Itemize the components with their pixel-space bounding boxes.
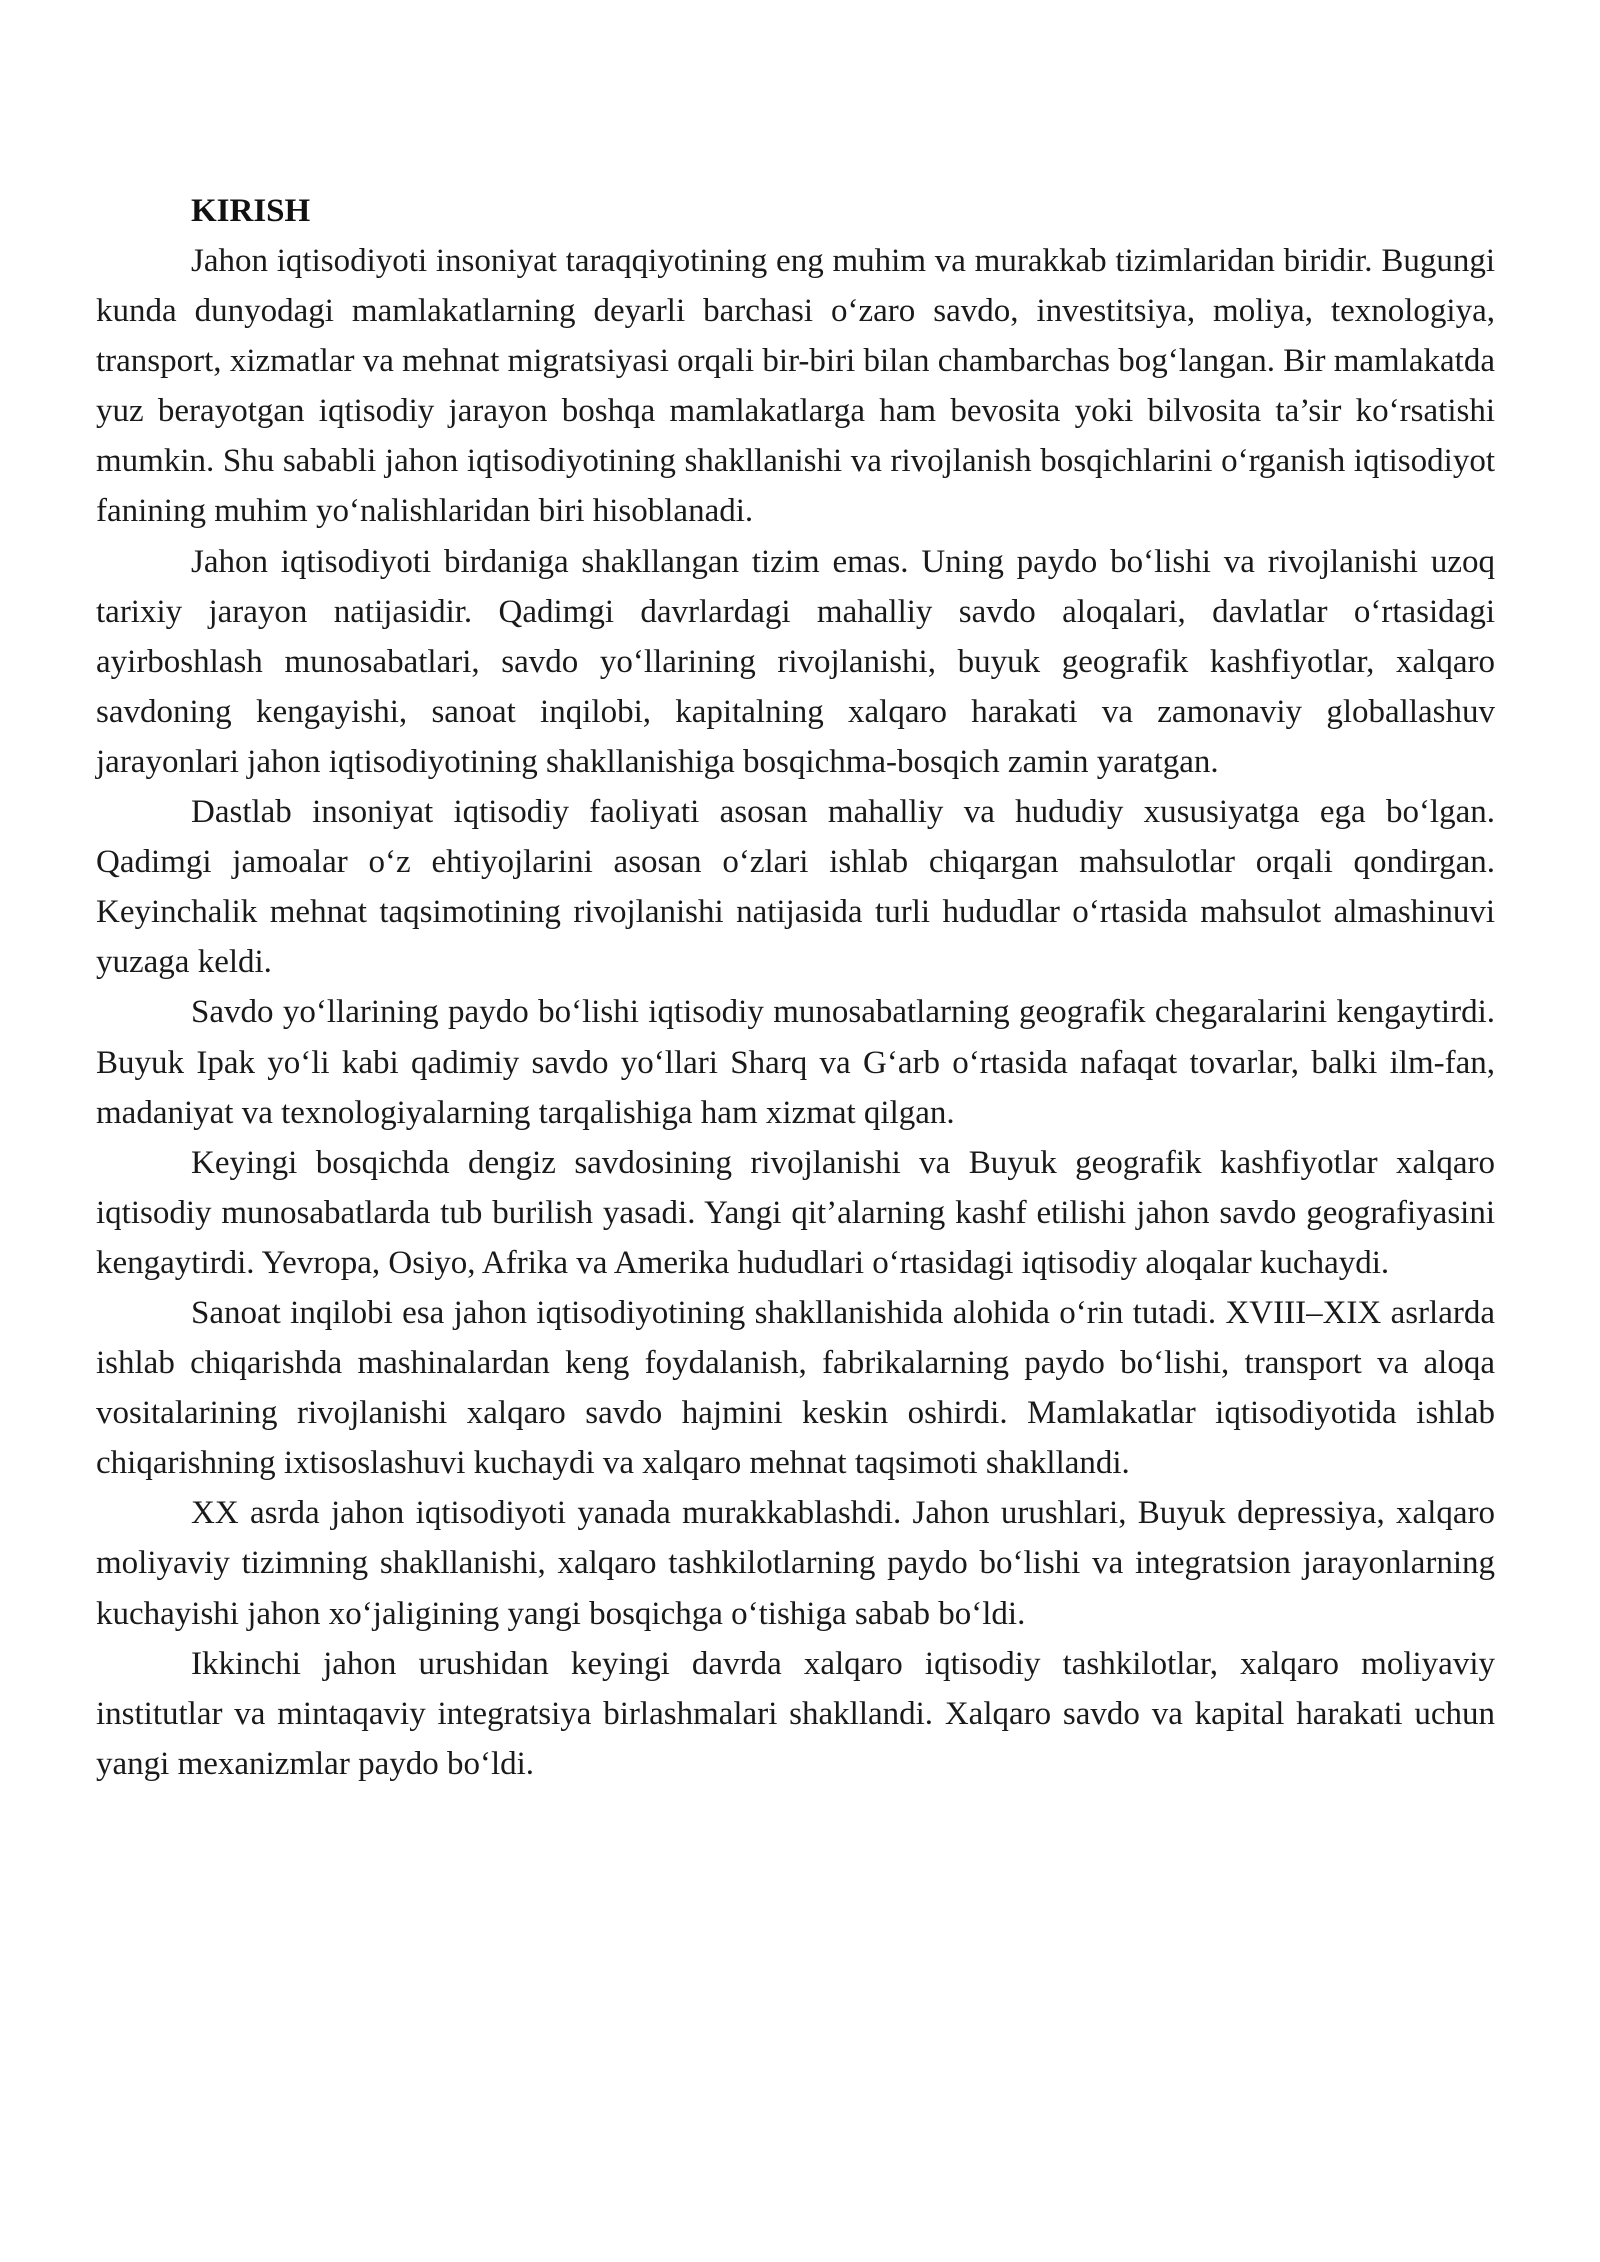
paragraph-7: XX asrda jahon iqtisodiyoti yanada murakkablashdi. Jahon urushlari, Buyuk depressiya, xalqaro moliyaviy tizimning shakllanishi, xalqaro tashkilotlarning paydo bo‘lishi va integratsion jarayonlarning kuchayishi jahon xo‘jaligining yangi bosqichga o‘tishiga sabab bo‘ldi.	[96, 1495, 1495, 1632]
paragraph-6: Sanoat inqilobi esa jahon iqtisodiyotining shakllanishida alohida o‘rin tutadi. XVIII–XIX asrlarda ishlab chiqarishda mashinalardan keng foydalanish, fabrikalarning paydo bo‘lishi, transport va aloqa vositalarining rivojlanishi xalqaro savdo hajmini keskin oshirdi. Mamlakatlar iqtisodiyotida ishlab chiqarishning ixtisoslashuvi kuchaydi va xalqaro mehnat taqsimoti shakllandi.	[96, 1294, 1495, 1482]
paragraph-8: Ikkinchi jahon urushidan keyingi davrda xalqaro iqtisodiy tashkilotlar, xalqaro moliyaviy institutlar va mintaqaviy integratsiya birlashmalari shakllandi. Xalqaro savdo va kapital harakati uchun yangi mexanizmlar paydo bo‘ldi.	[96, 1645, 1495, 1782]
paragraph-2: Jahon iqtisodiyoti birdaniga shakllangan tizim emas. Uning paydo bo‘lishi va rivojlanishi uzoq tarixiy jarayon natijasidir. Qadimgi davrlardagi mahalliy savdo aloqalari, davlatlar o‘rtasidagi ayirboshlash munosabatlari, savdo yo‘llarining rivojlanishi, buyuk geografik kashfiyotlar, xalqaro savdoning kengayishi, sanoat inqilobi, kapitalning xalqaro harakati va zamonaviy globallashuv jarayonlari jahon iqtisodiyotining shakllanishiga bosqichma-bosqich zamin yaratgan.	[96, 543, 1495, 780]
paragraph-4: Savdo yo‘llarining paydo bo‘lishi iqtisodiy munosabatlarning geografik chegaralarini kengaytirdi. Buyuk Ipak yo‘li kabi qadimiy savdo yo‘llari Sharq va G‘arb o‘rtasida nafaqat tovarlar, balki ilm-fan, madaniyat va texnologiyalarning tarqalishiga ham xizmat qilgan.	[96, 994, 1495, 1131]
paragraph-5: Keyingi bosqichda dengiz savdosining rivojlanishi va Buyuk geografik kashfiyotlar xalqaro iqtisodiy munosabatlarda tub burilish yasadi. Yangi qit’alarning kashf etilishi jahon savdo geografiyasini kengaytirdi. Yevropa, Osiyo, Afrika va Amerika hududlari o‘rtasidagi iqtisodiy aloqalar kuchaydi.	[96, 1144, 1495, 1281]
paragraph-1: Jahon iqtisodiyoti insoniyat taraqqiyotining eng muhim va murakkab tizimlaridan biridir. Bugungi kunda dunyodagi mamlakatlarning deyarli barchasi o‘zaro savdo, investitsiya, moliya, texnologiya, transport, xizmatlar va mehnat migratsiyasi orqali bir-biri bilan chambarchas bog‘langan. Bir mamlakatda yuz berayotgan iqtisodiy jarayon boshqa mamlakatlarga ham bevosita yoki bilvosita ta’sir ko‘rsatishi mumkin. Shu sababli jahon iqtisodiyotining shakllanishi va rivojlanish bosqichlarini o‘rganish iqtisodiyot fanining muhim yo‘nalishlaridan biri hisoblanadi.	[96, 243, 1495, 530]
section-heading: KIRISH	[191, 193, 311, 229]
paragraph-3: Dastlab insoniyat iqtisodiy faoliyati asosan mahalliy va hududiy xususiyatga ega bo‘lgan. Qadimgi jamoalar o‘z ehtiyojlarini asosan o‘zlari ishlab chiqargan mahsulotlar orqali qondirgan. Keyinchalik mehnat taqsimotining rivojlanishi natijasida turli hududlar o‘rtasida mahsulot almashinuvi yuzaga keldi.	[96, 794, 1495, 981]
document-page	[96, 186, 1495, 1789]
